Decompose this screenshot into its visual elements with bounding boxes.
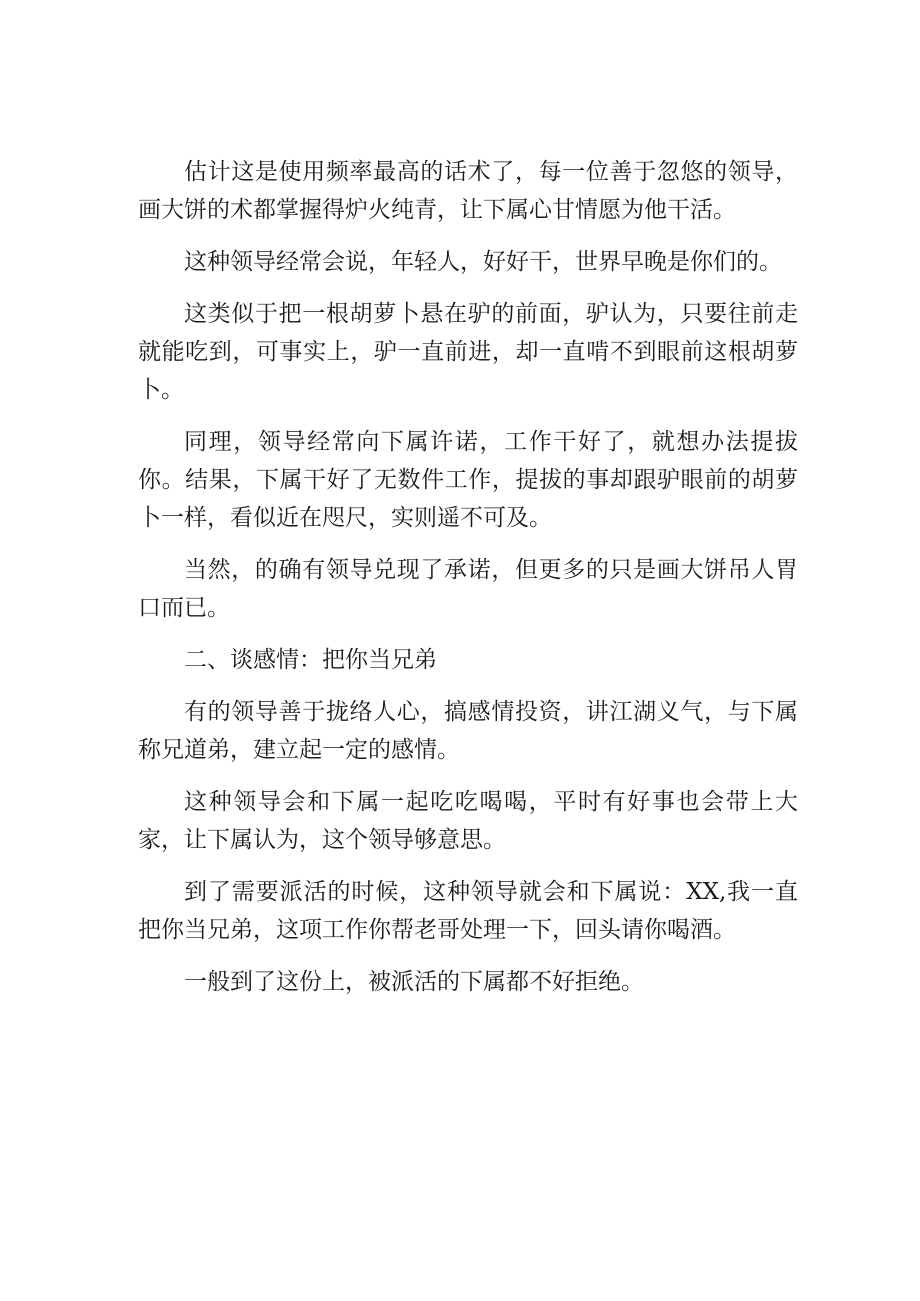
paragraph-7: 这种领导会和下属一起吃吃喝喝，平时有好事也会带上大家，让下属认为，这个领导够意思。 — [138, 789, 798, 853]
paragraph-9: 一般到了这份上，被派活的下属都不好拒绝。 — [184, 969, 644, 995]
paragraph-6: 有的领导善于拢络人心，搞感情投资，讲江湖义气，与下属称兄道弟，建立起一定的感情。 — [138, 699, 798, 763]
paragraph-4: 同理，领导经常向下属许诺，工作干好了，就想办法提拔你。结果，下属干好了无数件工作，提拔的事却跟驴眼前的胡萝卜一样，看似近在咫尺，实则遥不可及。 — [138, 429, 798, 531]
paragraph-8: 到了需要派活的时候，这种领导就会和下属说：XX,我一直把你当兄弟，这项工作你帮老哥处理一下，回头请你喝酒。 — [138, 879, 798, 943]
paragraph-5: 当然，的确有领导兑现了承诺，但更多的只是画大饼吊人胃口而已。 — [138, 557, 798, 621]
paragraph-2: 这种领导经常会说，年轻人，好好干，世界早晚是你们的。 — [184, 249, 782, 275]
section-heading: 二、谈感情：把你当兄弟 — [184, 647, 437, 673]
paragraph-1: 估计这是使用频率最高的话术了，每一位善于忽悠的领导，画大饼的术都掌握得炉火纯青，让下属心甘情愿为他干活。 — [138, 159, 798, 223]
document-body — [138, 153, 798, 1015]
paragraph-3: 这类似于把一根胡萝卜悬在驴的前面，驴认为，只要往前走就能吃到，可事实上，驴一直前进，却一直啃不到眼前这根胡萝卜。 — [138, 301, 798, 403]
